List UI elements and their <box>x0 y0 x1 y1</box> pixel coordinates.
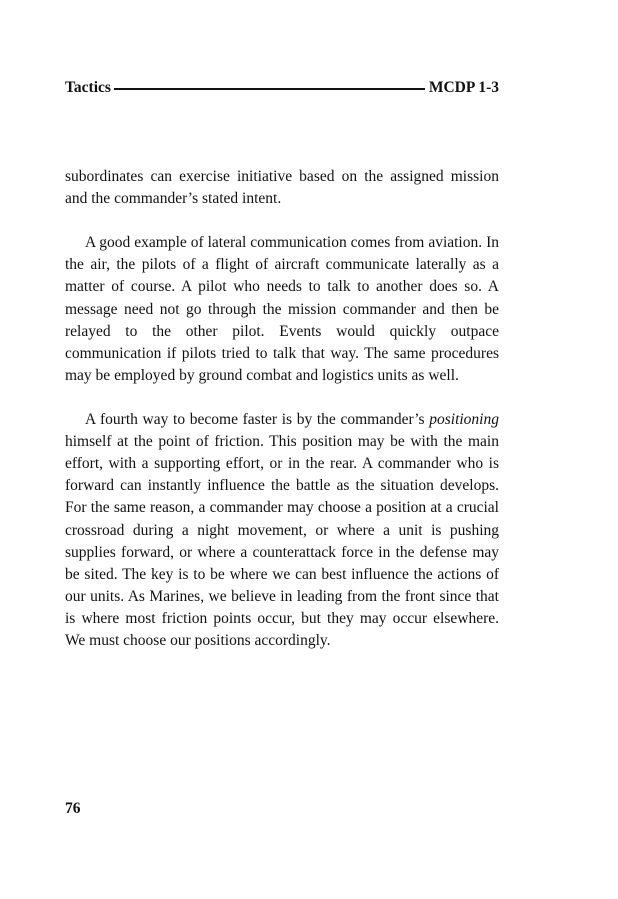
header-rule <box>114 88 425 90</box>
page-body <box>65 166 499 674</box>
paragraph-positioning-start: A fourth way to become faster is by the commander’s <box>85 411 430 429</box>
paragraph-continuation: subordinates can exercise initiative based on the assigned mission and the commander’s stated intent. <box>65 168 499 208</box>
positioning-emphasis: positioning <box>429 411 499 429</box>
paragraph-lateral-communication: A good example of lateral communication comes from aviation. In the air, the pilots of a flight of aircraft communicate laterally as a matter of course. A pilot who needs to talk to another does so. A message need not go through the mission commander and then be relayed to the other pilot. Events would quickly outpace communication if pilots tried to talk that way. The same procedures may be employed by ground combat and logistics units as well. <box>65 234 499 384</box>
header-publication-id: MCDP 1-3 <box>428 79 499 96</box>
running-header <box>65 78 499 98</box>
header-section-title: Tactics <box>65 79 111 96</box>
paragraph-positioning-rest: himself at the point of friction. This position may be with the main effort, with a supporting effort, or in the rear. A commander who is forward can instantly influence the battle as the situation develops. For the same reason, a commander may choose a position at a crucial crossroad during a night movement, or where a unit is pushing supplies forward, or where a counterattack force in the defense may be sited. The key is to be where we can best influence the actions of our units. As Marines, we believe in leading from the front since that is where most friction points occur, but they may occur elsewhere. We must choose our positions accordingly. <box>65 433 499 649</box>
paragraph-positioning <box>65 409 499 652</box>
page-number: 76 <box>65 800 81 817</box>
